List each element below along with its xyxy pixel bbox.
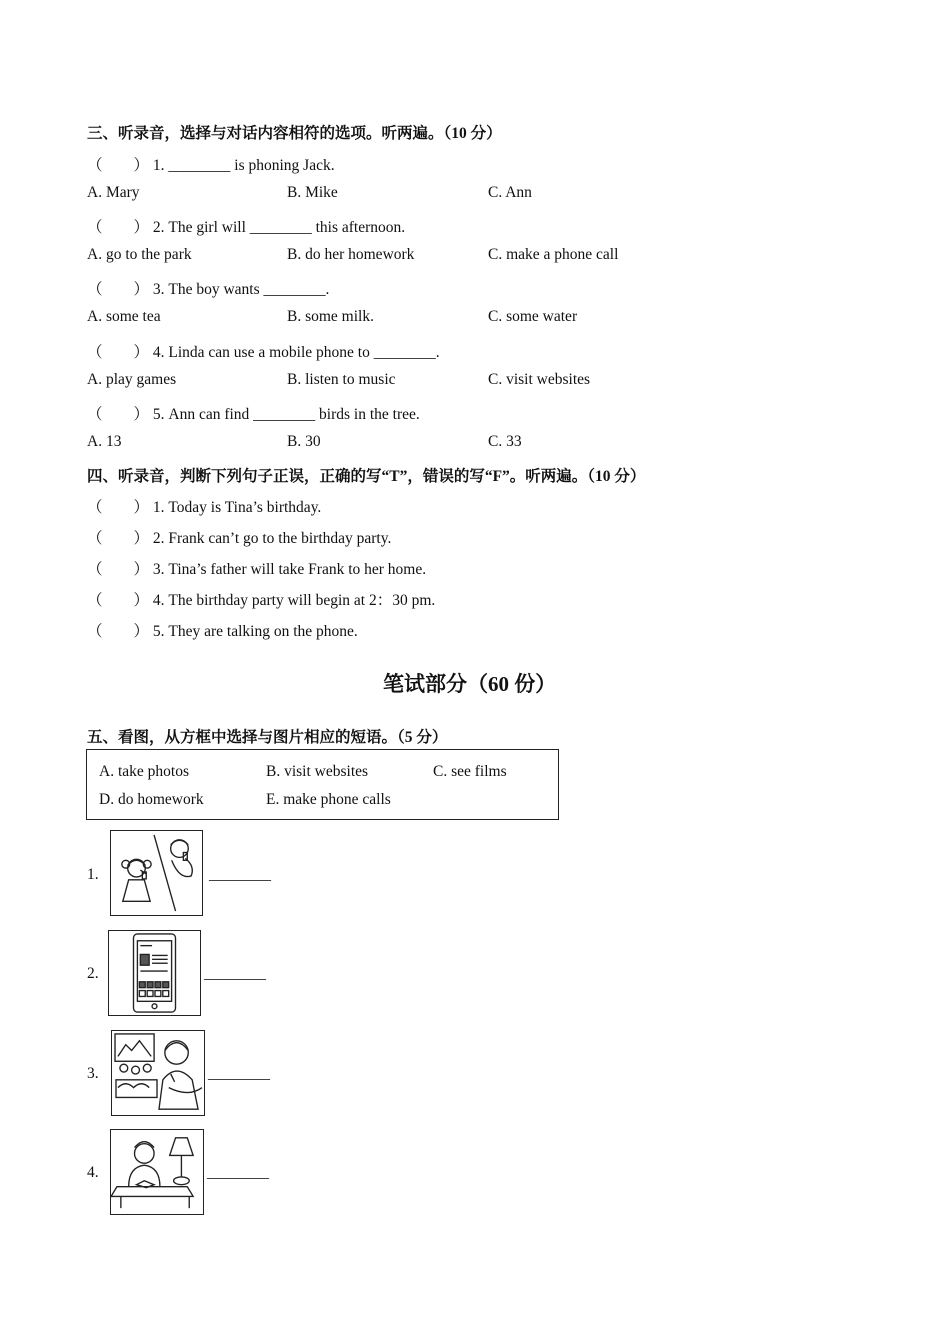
question-stem: 4. Linda can use a mobile phone to ________.: [152, 344, 440, 361]
option-b: B. listen to music: [287, 371, 396, 388]
question-stem: 5. Ann can find ________ birds in the tree.: [152, 406, 420, 423]
answer-paren[interactable]: （ ）: [87, 623, 150, 640]
answer-blank[interactable]: ________: [209, 866, 271, 883]
item-number: 3.: [87, 1065, 99, 1082]
option-b: B. some milk.: [287, 308, 374, 325]
option-a: A. Mary: [87, 184, 140, 201]
answer-paren[interactable]: （ ）: [87, 344, 150, 361]
homework-picture-icon: [110, 1129, 204, 1215]
question-row: [87, 340, 440, 362]
answer-paren[interactable]: （ ）: [87, 499, 150, 516]
section4-heading: 四、听录音，判断下列句子正误，正确的写“T”，错误的写“F”。听两遍。（10 分）: [87, 468, 646, 485]
question-row: [87, 277, 329, 299]
statement-text: 4. The birthday party will begin at 2：30 pm.: [152, 592, 436, 609]
option-c: C. some water: [488, 308, 578, 325]
answer-blank[interactable]: ________: [208, 1065, 270, 1082]
option-a: A. play games: [87, 371, 177, 388]
option-b: B. do her homework: [287, 246, 415, 263]
statement-text: 1. Today is Tina’s birthday.: [152, 499, 322, 516]
answer-blank[interactable]: ________: [204, 965, 266, 982]
statement-row: [87, 526, 391, 548]
option-a: A. go to the park: [87, 246, 192, 263]
mobile-phone-picture-icon: [108, 930, 201, 1016]
item-number: 1.: [87, 866, 99, 883]
answer-paren[interactable]: （ ）: [87, 530, 150, 547]
option-a: A. 13: [87, 433, 122, 450]
item-number: 2.: [87, 965, 99, 982]
section5-heading: 五、看图，从方框中选择与图片相应的短语。（5 分）: [87, 729, 448, 746]
phrase-option-d: D. do homework: [99, 791, 204, 808]
option-b: B. 30: [287, 433, 321, 450]
answer-blank[interactable]: ________: [207, 1164, 269, 1181]
question-stem: 2. The girl will ________ this afternoon.: [152, 219, 406, 236]
option-c: C. make a phone call: [488, 246, 619, 263]
statement-row: [87, 588, 435, 610]
answer-paren[interactable]: （ ）: [87, 157, 150, 174]
question-row: [87, 402, 420, 424]
statement-text: 2. Frank can’t go to the birthday party.: [152, 530, 392, 547]
written-part-title: 笔试部分（60 份）: [383, 672, 557, 696]
question-row: [87, 153, 335, 175]
option-b: B. Mike: [287, 184, 338, 201]
phrase-box: [86, 749, 559, 820]
statement-row: [87, 495, 321, 517]
phrase-option-b: B. visit websites: [266, 763, 369, 780]
item-number: 4.: [87, 1164, 99, 1181]
question-stem: 3. The boy wants ________.: [152, 281, 330, 298]
statement-row: [87, 557, 426, 579]
phrase-option-c: C. see films: [433, 763, 507, 780]
option-c: C. Ann: [488, 184, 532, 201]
question-stem: 1. ________ is phoning Jack.: [152, 157, 335, 174]
phrase-option-e: E. make phone calls: [266, 791, 391, 808]
answer-paren[interactable]: （ ）: [87, 561, 150, 578]
statement-row: [87, 619, 358, 641]
answer-paren[interactable]: （ ）: [87, 592, 150, 609]
section3-heading: 三、听录音，选择与对话内容相符的选项。听两遍。（10 分）: [87, 125, 502, 142]
cinema-picture-icon: [111, 1030, 205, 1116]
answer-paren[interactable]: （ ）: [87, 406, 150, 423]
answer-paren[interactable]: （ ）: [87, 219, 150, 236]
question-row: [87, 215, 405, 237]
statement-text: 3. Tina’s father will take Frank to her home.: [152, 561, 427, 578]
statement-text: 5. They are talking on the phone.: [152, 623, 358, 640]
phrase-option-a: A. take photos: [99, 763, 189, 780]
option-c: C. 33: [488, 433, 522, 450]
option-c: C. visit websites: [488, 371, 591, 388]
option-a: A. some tea: [87, 308, 161, 325]
phone-call-picture-icon: [110, 830, 203, 916]
answer-paren[interactable]: （ ）: [87, 281, 150, 298]
